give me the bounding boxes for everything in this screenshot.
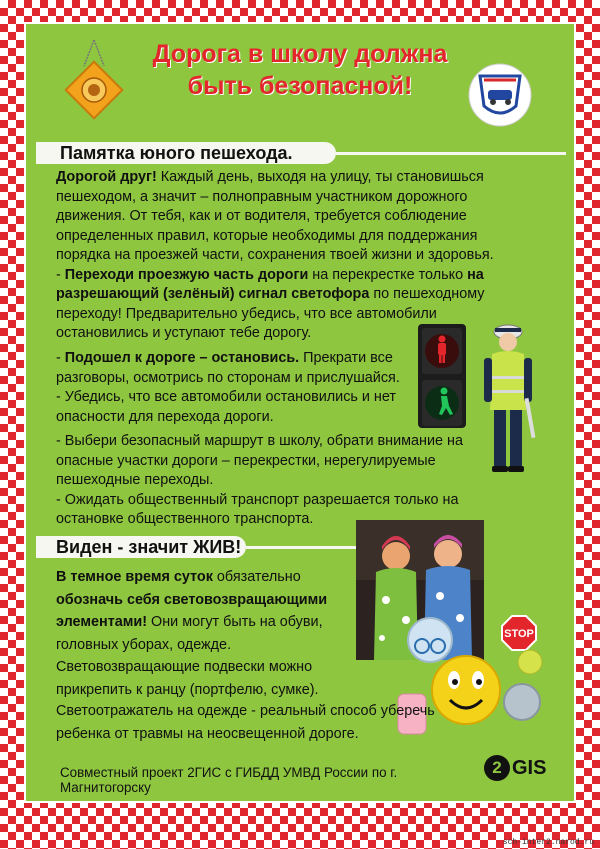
memo-paragraph-stop — [56, 349, 416, 388]
dark-time-text: обязательно — [212, 569, 301, 585]
poster-title — [120, 38, 480, 102]
memo-text-lower — [56, 432, 486, 530]
crossing-bold-2: на разрешающий (зелёный) сигнал светофора — [56, 266, 484, 302]
crossing-text-2: по пешеходному переходу! Предварительно убедись, что все автомобили остановились и уступают тебе дорогу. — [56, 286, 485, 341]
memo-paragraph-check: - Убедись, что все автомобили остановились и нет опасности для перехода дороги. — [56, 389, 396, 425]
intro-text: Каждый день, выходя на улицу, ты становишься пешеходом, а значит – полноправным участником дорожного движения. От тебя, как и от водителя, требуется соблюдение определенных правил, которые необходимы для поддержания порядка на проезжей части, сохранения твоей жизни и здоровья. — [56, 169, 494, 263]
crossing-bold-1: Переходи проезжую часть дороги — [64, 266, 309, 283]
memo-paragraph-route: - Выбери безопасный маршрут в школу, обрати внимание на опасные участки дороги – перекрестки, нерегулируемые пешеходные переходы. — [56, 433, 463, 488]
traffic-light-icon — [414, 322, 470, 432]
site-watermark: sch-inter2.narod.ru — [502, 838, 594, 847]
visibility-text — [56, 566, 356, 701]
footer-credit: Совместный проект 2ГИС с ГИБДД УМВД России по г. Магнитогорску — [60, 765, 398, 795]
section-heading-visible: Виден - значит ЖИВ! — [36, 536, 246, 558]
dark-time-bold: В темное время суток — [56, 569, 213, 585]
stop-sign-label: STOP — [504, 628, 534, 640]
2gis-logo-mark: 2 — [484, 755, 510, 781]
title-line-2: быть безопасной! — [187, 72, 413, 100]
reflective-text: Они могут быть на обуви, головных уборах, одежде. — [56, 614, 323, 653]
title-line-1: Дорога в школу должна — [152, 40, 448, 68]
memo-paragraph-transport: - Ожидать общественный транспорт разрешается только на остановке общественного транспорта. — [56, 491, 459, 527]
memo-text — [56, 168, 524, 344]
memo-paragraph-intro — [56, 168, 524, 266]
memo-text-narrow — [56, 349, 416, 427]
visibility-paragraph-1 — [56, 566, 356, 656]
visibility-paragraph-2: Световозвращающие подвески можно прикрепить к ранцу (портфелю, сумке). — [56, 659, 319, 698]
stop-bold: Подошел к дороге – остановись. — [64, 350, 300, 366]
visibility-paragraph-3: Светоотражатель на одежде - реальный способ уберечь ребенка от травмы на неосвещенной дороге. — [56, 703, 435, 742]
visibility-text-lower — [56, 700, 436, 745]
reflective-bold: обозначь себя световозвращающими элементами! — [56, 591, 328, 630]
section-heading-memo: Памятка юного пешехода. — [36, 142, 336, 164]
2gis-logo — [484, 752, 546, 786]
intro-bold: Дорогой друг! — [56, 169, 157, 185]
dash: - — [56, 350, 65, 366]
pedestrian-badge-icon — [62, 40, 126, 128]
2gis-logo-text: GIS — [512, 757, 547, 779]
crossing-text-1: на перекрестке только — [308, 266, 468, 283]
stop-text: Прекрати все разговоры, осмотрись по сторонам и прислушайся. — [56, 350, 400, 386]
traffic-police-emblem-icon — [466, 62, 534, 128]
dash: - — [56, 266, 65, 283]
traffic-officer-icon — [478, 318, 538, 474]
